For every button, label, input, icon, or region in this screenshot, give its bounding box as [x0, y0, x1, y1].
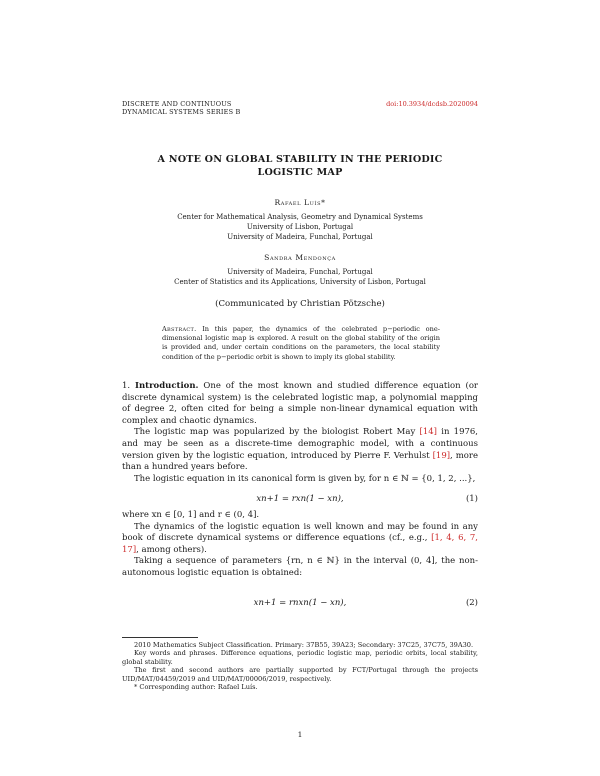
- journal-name: [122, 100, 241, 116]
- equation-text: xn+1 = rxn(1 − xn),: [256, 494, 344, 504]
- affiliation-line: Center for Mathematical Analysis, Geometry and Dynamical Systems: [177, 213, 423, 221]
- abstract: [162, 325, 440, 362]
- paragraph: The logistic map was popularized by the biologist Robert May: [134, 427, 420, 438]
- paragraph: Taking a sequence of parameters {rn, n ∈ ℕ} in the interval (0, 4], the non-autonomous logistic equation is obtained:: [122, 556, 478, 578]
- paragraph: The logistic equation in its canonical form is given by, for n ∈ ℕ = {0, 1, 2, ...},: [134, 473, 476, 484]
- author-1-affiliation: [0, 212, 600, 242]
- author-1: Rafael Luís*: [274, 198, 326, 207]
- equation-number: (2): [465, 598, 478, 608]
- paragraph: in 1976, and may be seen as a discrete-time demographic model, with a continuous version given by the logistic equation, introduced by Pierre F. Verhulst: [122, 427, 479, 461]
- title-line-2: LOGISTIC MAP: [257, 167, 343, 178]
- author-2: Sandra Mendonça: [264, 253, 336, 262]
- affiliation-line: University of Lisbon, Portugal: [246, 223, 354, 231]
- communicated-by: (Communicated by Christian Pötzsche): [215, 299, 385, 309]
- citation-link[interactable]: [19]: [432, 450, 451, 461]
- author-2-affiliation: [0, 267, 600, 287]
- journal-line-1: DISCRETE AND CONTINUOUS: [122, 100, 232, 108]
- footnote-keywords: Key words and phrases. Difference equations, periodic logistic map, periodic orbits, local stability, global stability.: [122, 649, 478, 666]
- paragraph: , more than a hundred years before.: [122, 450, 478, 473]
- page-number: 1: [297, 730, 303, 739]
- section-title: Introduction.: [135, 381, 199, 391]
- abstract-label: Abstract.: [162, 325, 197, 333]
- affiliation-line: University of Madeira, Funchal, Portugal: [227, 268, 373, 276]
- introduction-section: [122, 381, 478, 485]
- journal-line-2: DYNAMICAL SYSTEMS SERIES B: [122, 108, 241, 116]
- introduction-continued: [122, 510, 478, 580]
- footnote-rule: [122, 637, 198, 638]
- paper-title: [0, 153, 600, 179]
- footnote-corresponding: * Corresponding author: Rafael Luís.: [134, 683, 258, 692]
- citation-link[interactable]: [1, 4, 6, 7, 17]: [122, 533, 478, 555]
- equation-number: (1): [465, 494, 478, 504]
- title-line-1: A NOTE ON GLOBAL STABILITY IN THE PERIODIC: [157, 154, 443, 165]
- paragraph: , among others).: [136, 544, 207, 555]
- doi-link[interactable]: doi:10.3934/dcdsb.2020094: [386, 100, 478, 108]
- footnote-msc: 2010 Mathematics Subject Classification. Primary: 37B55, 39A23; Secondary: 37C25, 37C75, 39A30.: [134, 641, 474, 649]
- footnote-funding: The first and second authors are partially supported by FCT/Portugal through the projects UID/MAT/04459/2019 and UID/MAT/00006/2019, respectively.: [122, 666, 478, 683]
- section-number: 1.: [122, 381, 131, 391]
- abstract-text: In this paper, the dynamics of the celebrated p−periodic one-dimensional logistic map is explored. A result on the global stability of the origin is provided and, under certain conditions on the parameters, the local stability condition of the p−periodic orbit is shown to imply its global stability.: [162, 325, 440, 361]
- citation-link[interactable]: [14]: [419, 427, 437, 438]
- paragraph: One of the most known and studied difference equation (or discrete dynamical system) is the celebrated logistic map, a polynomial mapping of degree 2, often cited for being a simple non-linear dynamical equation with complex and chaotic dynamics.: [122, 381, 478, 426]
- affiliation-line: University of Madeira, Funchal, Portugal: [227, 233, 373, 241]
- footnotes: [122, 641, 478, 691]
- equation-text: xn+1 = rnxn(1 − xn),: [253, 598, 347, 608]
- affiliation-line: Center of Statistics and its Applications, University of Lisbon, Portugal: [174, 278, 426, 286]
- paragraph: where xn ∈ [0, 1] and r ∈ (0, 4].: [122, 510, 260, 520]
- paragraph: The dynamics of the logistic equation is well known and may be found in any book of discrete dynamical systems or difference equations (cf., e.g.,: [122, 521, 478, 544]
